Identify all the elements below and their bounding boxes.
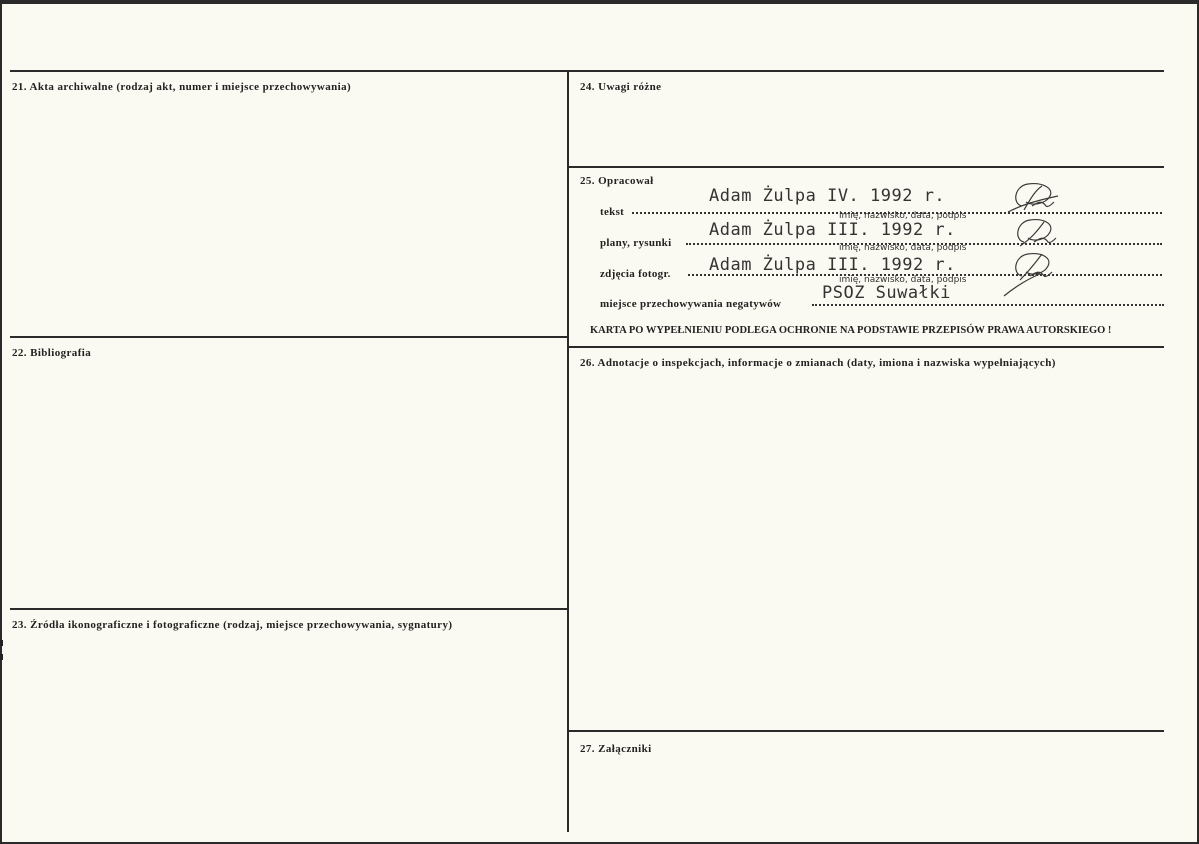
negatives-value: PSOZ Suwałki xyxy=(822,283,951,303)
section-25-label: 25. Opracował xyxy=(580,175,654,187)
section-27-label: 27. Załączniki xyxy=(580,743,652,755)
negatives-label: miejsce przechowywania negatywów xyxy=(600,298,782,310)
section-24-label: 24. Uwagi różne xyxy=(580,81,662,93)
negatives-dotted-line xyxy=(812,303,1164,306)
zdjecia-caption: imię, nazwisko, data, podpis xyxy=(839,275,967,285)
rule-22-23 xyxy=(10,608,568,610)
signature-icon xyxy=(1002,176,1062,216)
section-21-label: 21. Akta archiwalne (rodzaj akt, numer i miejsce przechowywania) xyxy=(12,81,352,93)
section-23-label: 23. Źródła ikonograficzne i fotograficzne (rodzaj, miejsce przechowywania, sygnatury) xyxy=(12,619,453,631)
record-card xyxy=(2,4,1197,842)
signature-icon xyxy=(1000,248,1060,298)
scan-edge-mark xyxy=(0,654,3,660)
signature-icon xyxy=(1006,214,1062,250)
center-divider xyxy=(567,70,569,832)
tekst-caption: imię, nazwisko, data, podpis xyxy=(839,211,967,221)
plany-value: Adam Żulpa III. 1992 r. xyxy=(709,220,956,240)
tekst-label: tekst xyxy=(600,206,625,218)
top-rule xyxy=(10,70,1164,72)
tekst-value: Adam Żulpa IV. 1992 r. xyxy=(709,186,946,206)
rule-25-26 xyxy=(568,346,1164,348)
zdjecia-value: Adam Żulpa III. 1992 r. xyxy=(709,255,956,275)
scan-edge-mark xyxy=(0,640,3,646)
plany-caption: imię, nazwisko, data, podpis xyxy=(839,243,967,253)
rule-24-25 xyxy=(568,166,1164,168)
plany-label: plany, rysunki xyxy=(600,237,672,249)
section-26-label: 26. Adnotacje o inspekcjach, informacje o zmianach (daty, imiona i nazwiska wypełniających) xyxy=(580,357,1056,369)
copyright-warning: KARTA PO WYPEŁNIENIU PODLEGA OCHRONIE NA PODSTAWIE PRZEPISÓW PRAWA AUTORSKIEGO ! xyxy=(590,325,1112,336)
section-22-label: 22. Bibliografia xyxy=(12,347,92,359)
rule-26-27 xyxy=(568,730,1164,732)
rule-21-22 xyxy=(10,336,568,338)
zdjecia-label: zdjęcia fotogr. xyxy=(600,268,671,280)
